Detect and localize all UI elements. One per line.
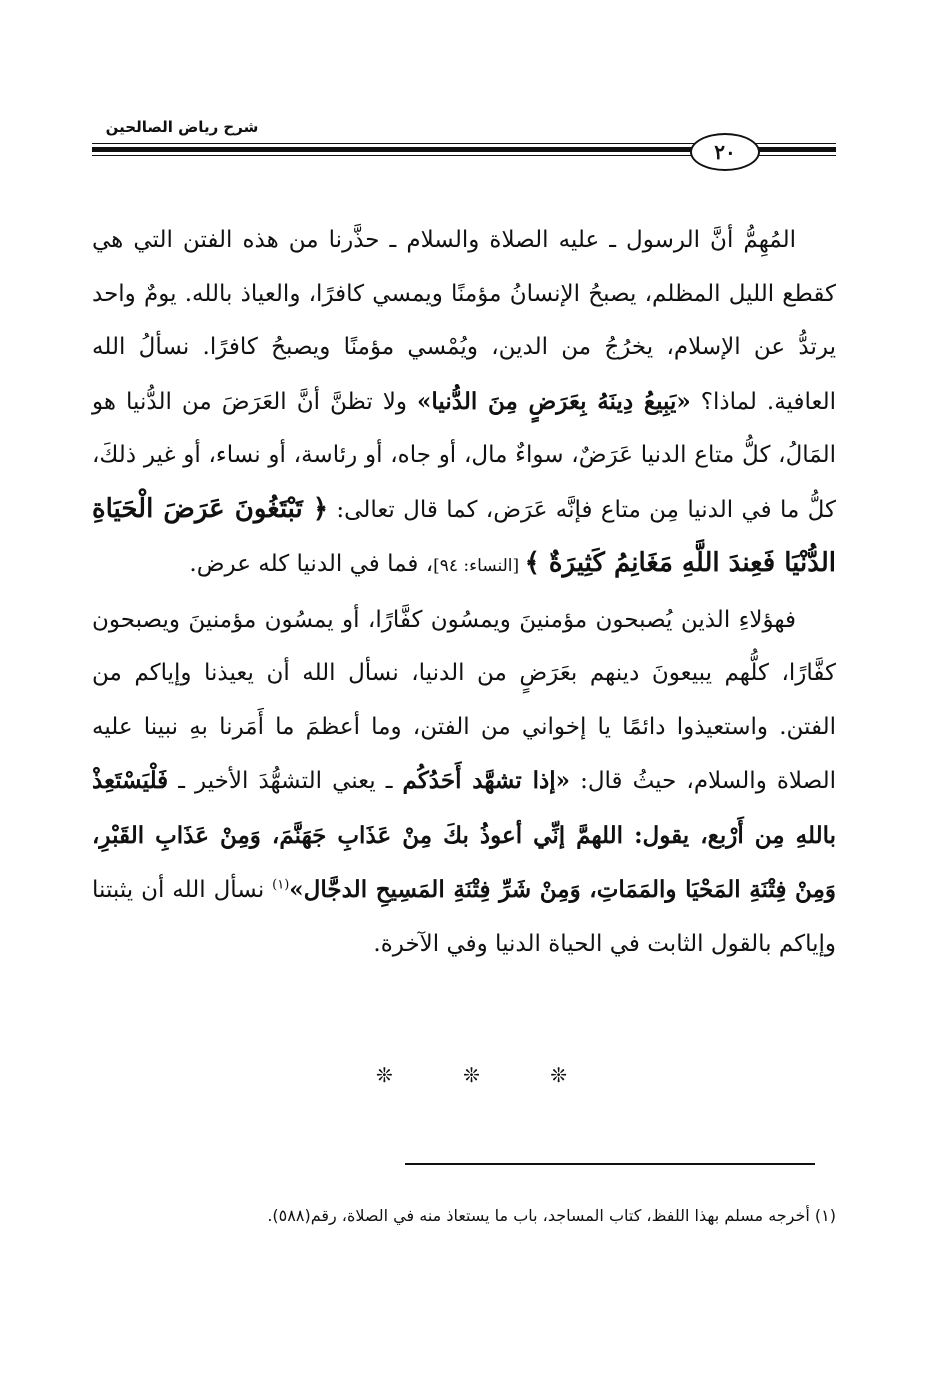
p1-text-c: ، فما في الدنيا كله عرض. <box>189 551 434 577</box>
main-text <box>92 214 836 971</box>
running-header-title: شرح رياض الصالحين <box>105 118 259 136</box>
footnote-text: (١) أخرجه مسلم بهذا اللفظ، كتاب المساجد، باب ما يستعاذ منه في الصلاة، رقم(٥٨٨). <box>267 1206 836 1225</box>
p1-hadith-quote: «يَبِيعُ دِينَهُ بِعَرَضٍ مِنَ الدُّنيا» <box>417 387 691 415</box>
page-number: ٢٠ <box>690 133 760 171</box>
p1-text-b: ولا تظنَّ أنَّ العَرَضَ من الدُّنيا هو المَالُ، كلُّ متاع الدنيا عَرَضٌ، سواءٌ مال، أو جاه، أو رئاسة، أو نساء، أو غير ذلكَ، كلُّ ما في الدنيا مِن متاع فإنَّه عَرَض، كما قال تعالى: <box>92 388 836 523</box>
footnote <box>92 1200 836 1232</box>
footnote-divider <box>405 1163 815 1165</box>
separator-star-icon: ❊ <box>550 1063 567 1087</box>
footnote-marker: (١) <box>272 877 290 893</box>
quran-verse: ﴿ تَبْتَغُونَ عَرَضَ الْحَيَاةِ الدُّنْيَا فَعِندَ اللَّهِ مَغَانِمُ كَثِيرَةٌ ﴾ <box>92 493 836 578</box>
p1-text-a: المُهِمُّ أنَّ الرسول ـ عليه الصلاة والسلام ـ حذَّرنا من هذه الفتن التي هي كقطع الليل المظلم، يصبحُ الإنسانُ مؤمنًا ويمسي كافرًا، والعياذ بالله. يومٌ واحد يرتدُّ عن الإسلام، يخرُجُ من الدين، ويُمْسي مؤمنًا ويصبحُ كافرًا. نسألُ الله العافية. لماذا؟ <box>92 227 836 415</box>
p2-text-mid: ـ يعني التشهُّدَ الأخير ـ <box>168 768 403 794</box>
verse-reference: [النساء: ٩٤] <box>433 556 525 576</box>
p2-hadith-part-1: «إذا تشهَّد أَحَدُكُم <box>402 767 570 794</box>
separator-star-icon: ❊ <box>375 1063 393 1087</box>
p2-text-b: نسأل الله أن يثبتنا وإياكم بالقول الثابت في الحياة الدنيا وفي الآخرة. <box>92 877 836 957</box>
paragraph-2 <box>92 594 836 972</box>
p2-hadith-part-2: فَلْيَسْتَعِذْ باللهِ مِن أَرْبع، يقول: اللهمَّ إنِّي أعوذُ بكَ مِنْ عَذَابِ جَهَنَّمَ، وَمِنْ عَذَابِ القَبْرِ، وَمِنْ فِتْنَةِ المَحْيَا والمَمَاتِ، وَمِنْ شَرِّ فِتْنَةِ المَسِيحِ الدجَّال» <box>92 767 836 903</box>
paragraph-1 <box>92 214 836 594</box>
separator-star-icon: ❊ <box>463 1063 480 1087</box>
p2-text-a: فهؤلاءِ الذين يُصبحون مؤمنينَ ويمسُون كفَّارًا، أو يمسُون مؤمنينَ ويصبحون كفَّارًا، كلُّهم يبيعونَ دينهم بعَرَضٍ من الدنيا، نسأل الله أن يعيذنا وإياكم من الفتن. واستعيذوا دائمًا يا إخواني من الفتن، وما أعظمَ ما أَمَرنا بهِ نبينا عليه الصلاة والسلام، حيثُ قال: <box>92 606 836 794</box>
section-separator <box>0 1063 943 1087</box>
